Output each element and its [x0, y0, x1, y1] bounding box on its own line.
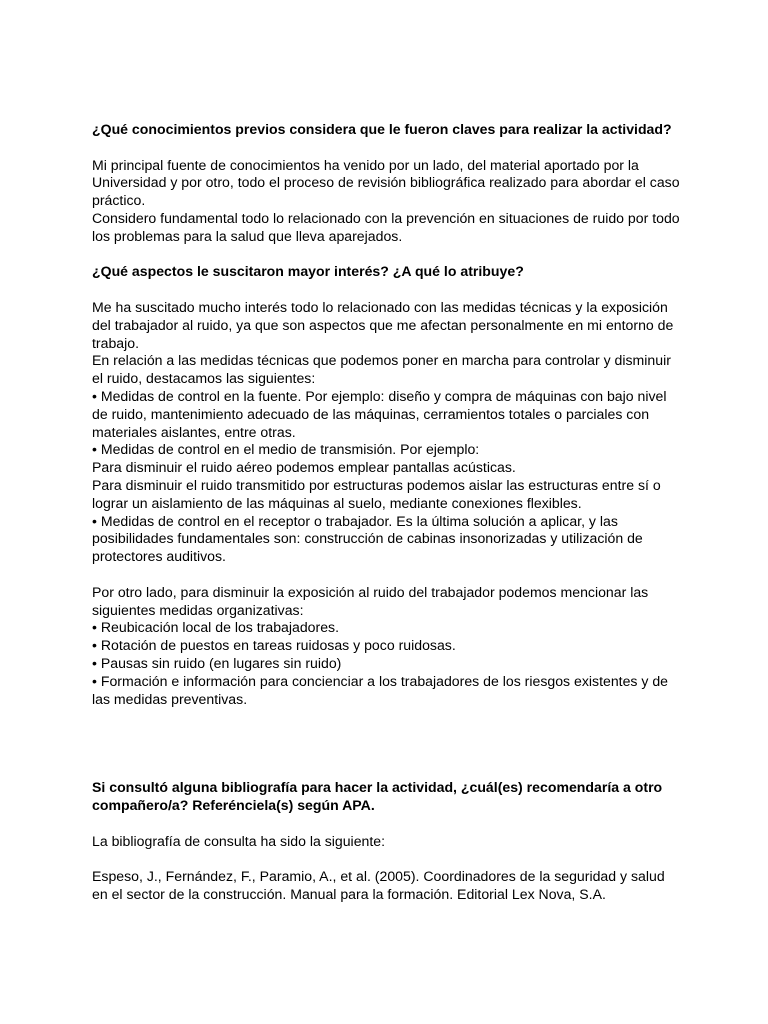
answer-2b-bullet-3: • Pausas sin ruido (en lugares sin ruido) — [92, 654, 342, 671]
answer-3-intro: La bibliografía de consulta ha sido la siguiente: — [92, 832, 386, 849]
answer-2-line-estructuras: Para disminuir el ruido transmitido por estructuras podemos aislar las estructuras entre sí o lograr un aislamiento de las máquinas al suelo, mediante conexiones flexibles. — [92, 476, 661, 511]
spacer — [92, 281, 682, 299]
spacer — [92, 139, 682, 157]
answer-1-paragraph-1: Mi principal fuente de conocimientos ha venido por un lado, del material aportado por la Universidad y por otro, todo el proceso de revisión bibliográfica realizado para abordar el caso práctico. — [92, 156, 680, 209]
answer-1-paragraph-2: Considero fundamental todo lo relacionado con la prevención en situaciones de ruido por todo los problemas para la salud que lleva aparejados. — [92, 209, 680, 244]
spacer — [92, 246, 682, 264]
answer-2-bullet-receptor: • Medidas de control en el receptor o trabajador. Es la última solución a aplicar, y las posibilidades fundamentales son: construcción de cabinas insonorizadas y utilización de protectores auditivos. — [92, 512, 643, 565]
document-page — [92, 121, 682, 904]
bibliography-reference: Espeso, J., Fernández, F., Paramio, A., et al. (2005). Coordinadores de la seguridad y salud en el sector de la construcción. Manual para la formación. Editorial Lex Nova, S.A. — [92, 868, 665, 903]
spacer — [92, 566, 682, 584]
spacer — [92, 708, 682, 779]
spacer — [92, 850, 682, 868]
answer-2-paragraph-2: En relación a las medidas técnicas que podemos poner en marcha para controlar y disminuir el ruido, destacamos las siguientes: — [92, 352, 671, 387]
answer-2b-bullet-4: • Formación e información para concienciar a los trabajadores de los riesgos existentes y de las medidas preventivas. — [92, 672, 669, 707]
answer-2b-intro: Por otro lado, para disminuir la exposición al ruido del trabajador podemos mencionar las siguientes medidas organizativas: — [92, 583, 649, 618]
question-2: ¿Qué aspectos le suscitaron mayor interés? ¿A qué lo atribuye? — [92, 263, 524, 280]
answer-2-bullet-transmission: • Medidas de control en el medio de transmisión. Por ejemplo: — [92, 441, 480, 458]
question-1: ¿Qué conocimientos previos considera que le fueron claves para realizar la actividad? — [92, 121, 672, 137]
answer-2-line-aereo: Para disminuir el ruido aéreo podemos emplear pantallas acústicas. — [92, 459, 516, 476]
spacer — [92, 815, 682, 833]
answer-2-bullet-source: • Medidas de control en la fuente. Por ejemplo: diseño y compra de máquinas con bajo nivel de ruido, mantenimiento adecuado de las máquinas, cerramientos totales o parciales con materiales aislantes, entre otras. — [92, 387, 667, 440]
answer-2-paragraph-1: Me ha suscitado mucho interés todo lo relacionado con las medidas técnicas y la exposición del trabajador al ruido, ya que son aspectos que me afectan personalmente en mi entorno de trabajo. — [92, 298, 674, 351]
question-3: Si consultó alguna bibliografía para hacer la actividad, ¿cuál(es) recomendaría a otro compañero/a? Referénciela(s) según APA. — [92, 779, 663, 814]
answer-2b-bullet-1: • Reubicación local de los trabajadores. — [92, 619, 340, 636]
answer-2b-bullet-2: • Rotación de puestos en tareas ruidosas y poco ruidosas. — [92, 637, 456, 654]
